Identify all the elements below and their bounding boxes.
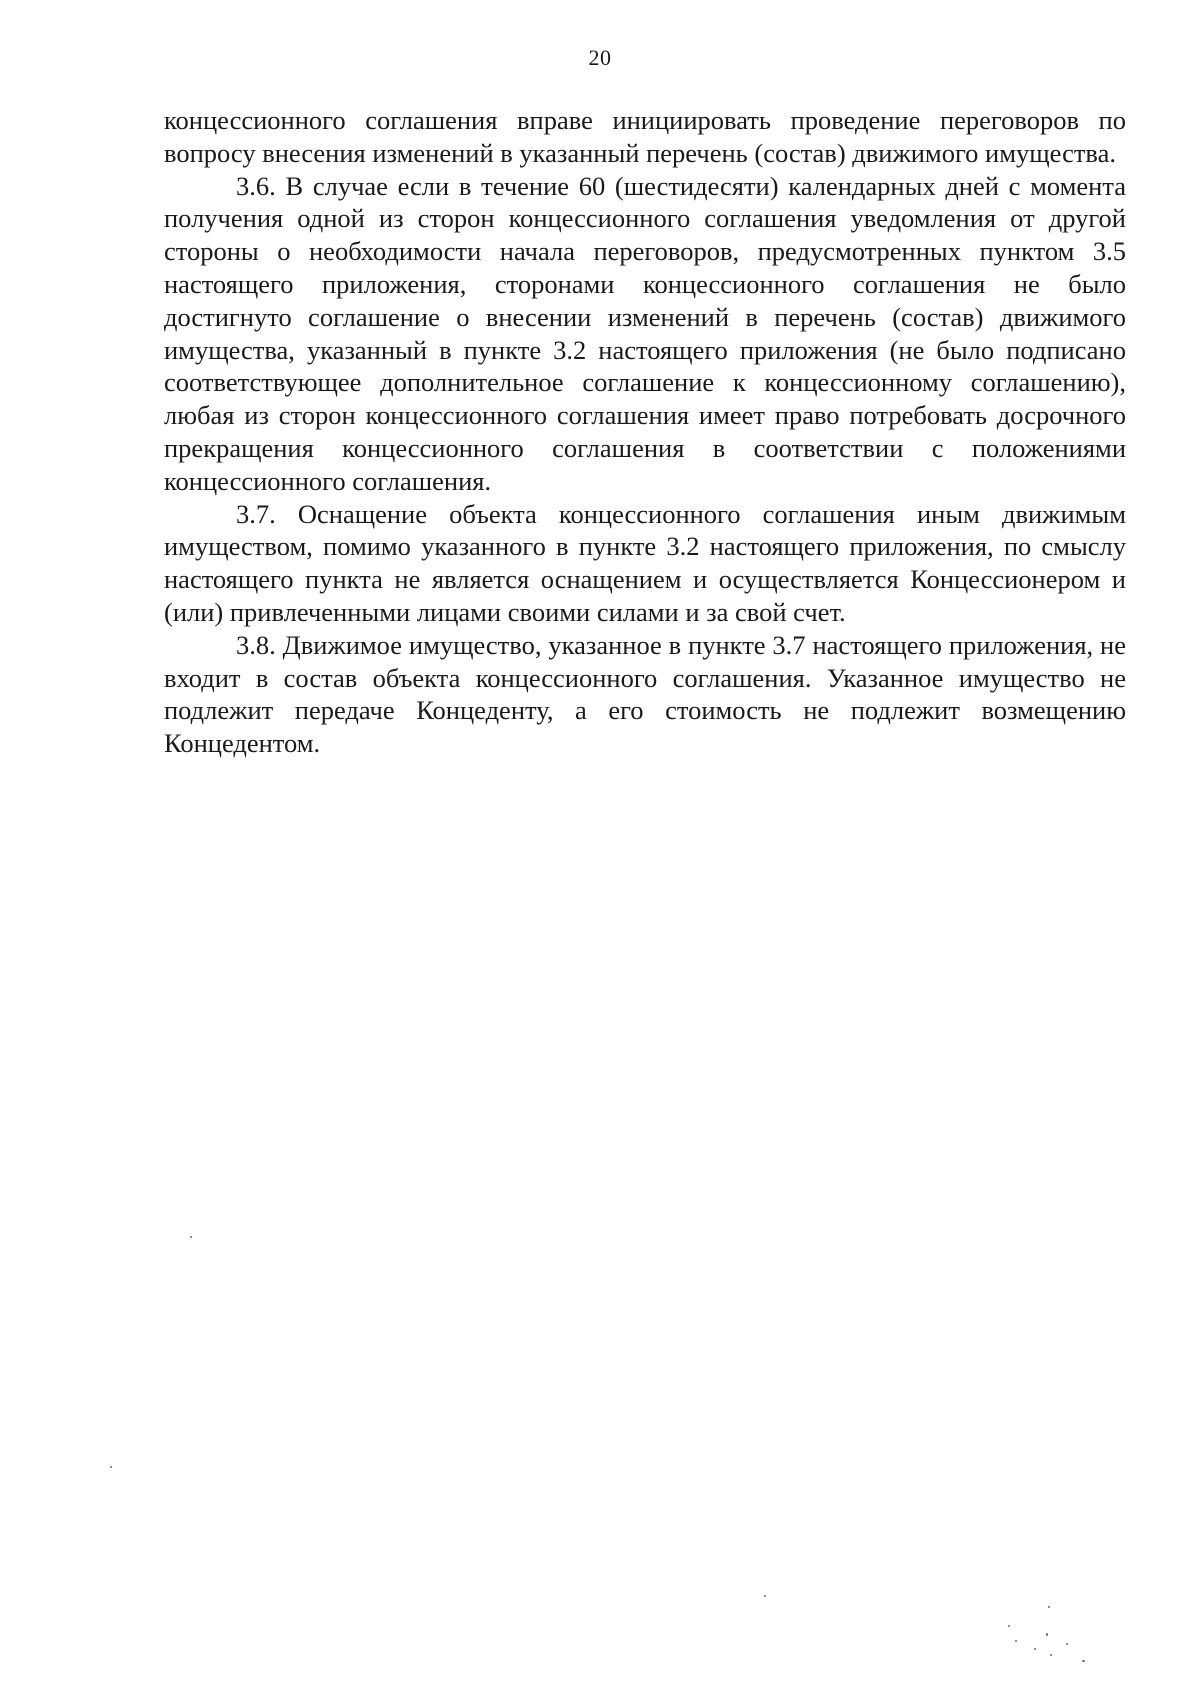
- paragraph-text: В случае если в течение 60 (шестидесяти) календарных дней с момента получения одной из сторон концессионного соглашения уведомления от другой стороны о необходимости начала переговоров, предусмотренных пунктом 3.5 настоящего приложения, сторонами концессионного соглашения не было достигнуто соглашение о внесении изменений в перечень (состав) движимого имущества, указанный в пункте 3.2 настоящего приложения (не было подписано соответствующее дополнительное соглашение к концессионному соглашению), любая из сторон концессионного соглашения имеет право потребовать досрочного прекращения концессионного соглашения в соответствии с положениями концессионного соглашения.: [164, 170, 1126, 496]
- paragraph-text: Движимое имущество, указанное в пункте 3.7 настоящего приложения, не входит в состав объекта концессионного соглашения. Указанное имущество не подлежит передаче Концеденту, а его стоимость не подлежит возмещению Концедентом.: [164, 629, 1126, 759]
- scan-speck: [1082, 1660, 1085, 1662]
- paragraph-3-8: [164, 629, 1126, 760]
- scan-speck: [1008, 1625, 1010, 1627]
- scan-speck: [1050, 1654, 1052, 1656]
- clause-number: 3.6.: [236, 170, 276, 201]
- page-number: 20: [588, 45, 612, 70]
- scan-speck: [1066, 1643, 1068, 1645]
- scan-speck: [1015, 1640, 1017, 1642]
- paragraph-3-6: [164, 170, 1126, 498]
- scan-speck: [110, 1466, 112, 1468]
- clause-number: 3.8.: [236, 629, 276, 660]
- document-body: [164, 104, 1126, 760]
- clause-number: 3.7.: [236, 498, 276, 529]
- paragraph-3-7: [164, 498, 1126, 629]
- paragraph-continuation: [164, 104, 1126, 170]
- scan-speck: [1048, 1606, 1050, 1608]
- paragraph-text: Оснащение объекта концессионного соглашения иным движимым имуществом, помимо указанного в пункте 3.2 настоящего приложения, по смыслу настоящего пункта не является оснащением и осуществляется Концессионером и (или) привлеченными лицами своими силами и за свой счет.: [164, 498, 1127, 627]
- scan-speck: [1046, 1633, 1048, 1636]
- paragraph-text: концессионного соглашения вправе инициировать проведение переговоров по вопросу внесения изменений в указанный перечень (состав) движимого имущества.: [164, 105, 1126, 168]
- scan-speck: [190, 1236, 192, 1238]
- scan-speck: [764, 1595, 766, 1597]
- scan-speck: [1034, 1648, 1036, 1650]
